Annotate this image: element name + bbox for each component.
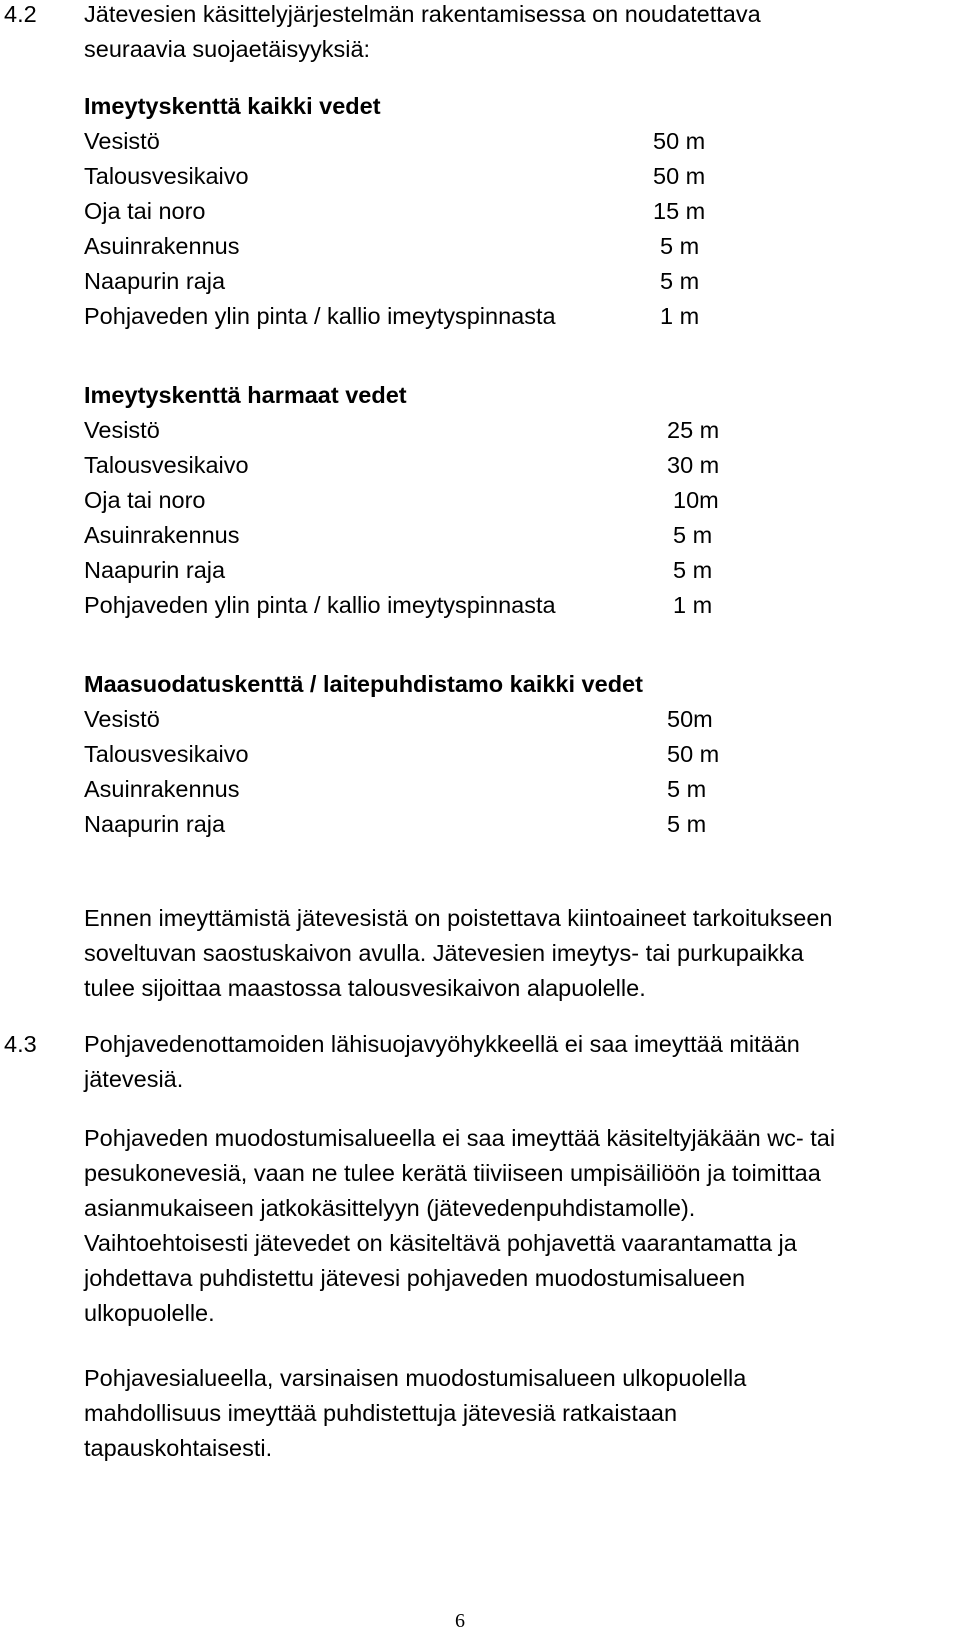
group3-label: Vesistö [84,706,160,732]
group1-label: Talousvesikaivo [84,163,249,189]
group2-label: Talousvesikaivo [84,452,249,478]
section-heading-line2: seuraavia suojaetäisyyksiä: [84,36,371,62]
group1-value: 50 m [653,163,706,189]
group3-value: 50 m [667,741,720,767]
group1-value: 15 m [653,198,706,224]
paragraph-line: johdettava puhdistettu jätevesi pohjaveden muodostumisalueen [84,1265,746,1291]
group2-value: 30 m [667,452,720,478]
note-line: Ennen imeyttämistä jätevesistä on poistettava kiintoaineet tarkoitukseen [84,905,833,931]
group2-value: 1 m [673,592,713,618]
section-number: 4.3 [4,1031,37,1057]
page-number: 6 [455,1610,465,1632]
group3-label: Asuinrakennus [84,776,240,802]
group2-label: Asuinrakennus [84,522,240,548]
note-line: tulee sijoittaa maastossa talousvesikaivon alapuolelle. [84,975,646,1001]
group1-label: Vesistö [84,128,160,154]
group3-value: 50m [667,706,713,732]
paragraph-line: ulkopuolelle. [84,1300,215,1326]
section-text-line1: Pohjavedenottamoiden lähisuojavyöhykkeellä ei saa imeyttää mitään [84,1031,800,1057]
group1-value: 5 m [660,233,700,259]
group1-value: 5 m [660,268,700,294]
paragraph-line: Pohjavesialueella, varsinaisen muodostumisalueen ulkopuolella [84,1365,747,1391]
group2-label: Pohjaveden ylin pinta / kallio imeytyspinnasta [84,592,556,618]
paragraph-line: tapauskohtaisesti. [84,1435,273,1461]
group2-value: 25 m [667,417,720,443]
paragraph-line: Vaihtoehtoisesti jätevedet on käsiteltävä pohjavettä vaarantamatta ja [84,1230,797,1256]
group1-value: 50 m [653,128,706,154]
group3-label: Talousvesikaivo [84,741,249,767]
group2-title: Imeytyskenttä harmaat vedet [84,382,407,408]
group2-label: Naapurin raja [84,557,226,583]
section-number: 4.2 [4,1,37,27]
paragraph-line: asianmukaiseen jatkokäsittelyyn (jätevedenpuhdistamolle). [84,1195,696,1221]
group2-value: 10m [673,487,719,513]
note-line: soveltuvan saostuskaivon avulla. Jätevesien imeytys- tai purkupaikka [84,940,804,966]
section-text-line2: jätevesiä. [84,1066,184,1092]
group1-value: 1 m [660,303,700,329]
group3-label: Naapurin raja [84,811,226,837]
group3-value: 5 m [667,776,707,802]
section-heading-line1: Jätevesien käsittelyjärjestelmän rakentamisessa on noudatettava [84,1,761,27]
group3-value: 5 m [667,811,707,837]
group1-label: Naapurin raja [84,268,226,294]
group2-value: 5 m [673,522,713,548]
paragraph-line: mahdollisuus imeyttää puhdistettuja jätevesiä ratkaistaan [84,1400,678,1426]
group1-title: Imeytyskenttä kaikki vedet [84,93,381,119]
group3-title: Maasuodatuskenttä / laitepuhdistamo kaikki vedet [84,671,643,697]
group2-label: Vesistö [84,417,160,443]
paragraph-line: Pohjaveden muodostumisalueella ei saa imeyttää käsiteltyjäkään wc- tai [84,1125,836,1151]
group1-label: Oja tai noro [84,198,206,224]
group1-label: Pohjaveden ylin pinta / kallio imeytyspinnasta [84,303,556,329]
group1-label: Asuinrakennus [84,233,240,259]
group2-value: 5 m [673,557,713,583]
group2-label: Oja tai noro [84,487,206,513]
paragraph-line: pesukonevesiä, vaan ne tulee kerätä tiiviiseen umpisäiliöön ja toimittaa [84,1160,821,1186]
